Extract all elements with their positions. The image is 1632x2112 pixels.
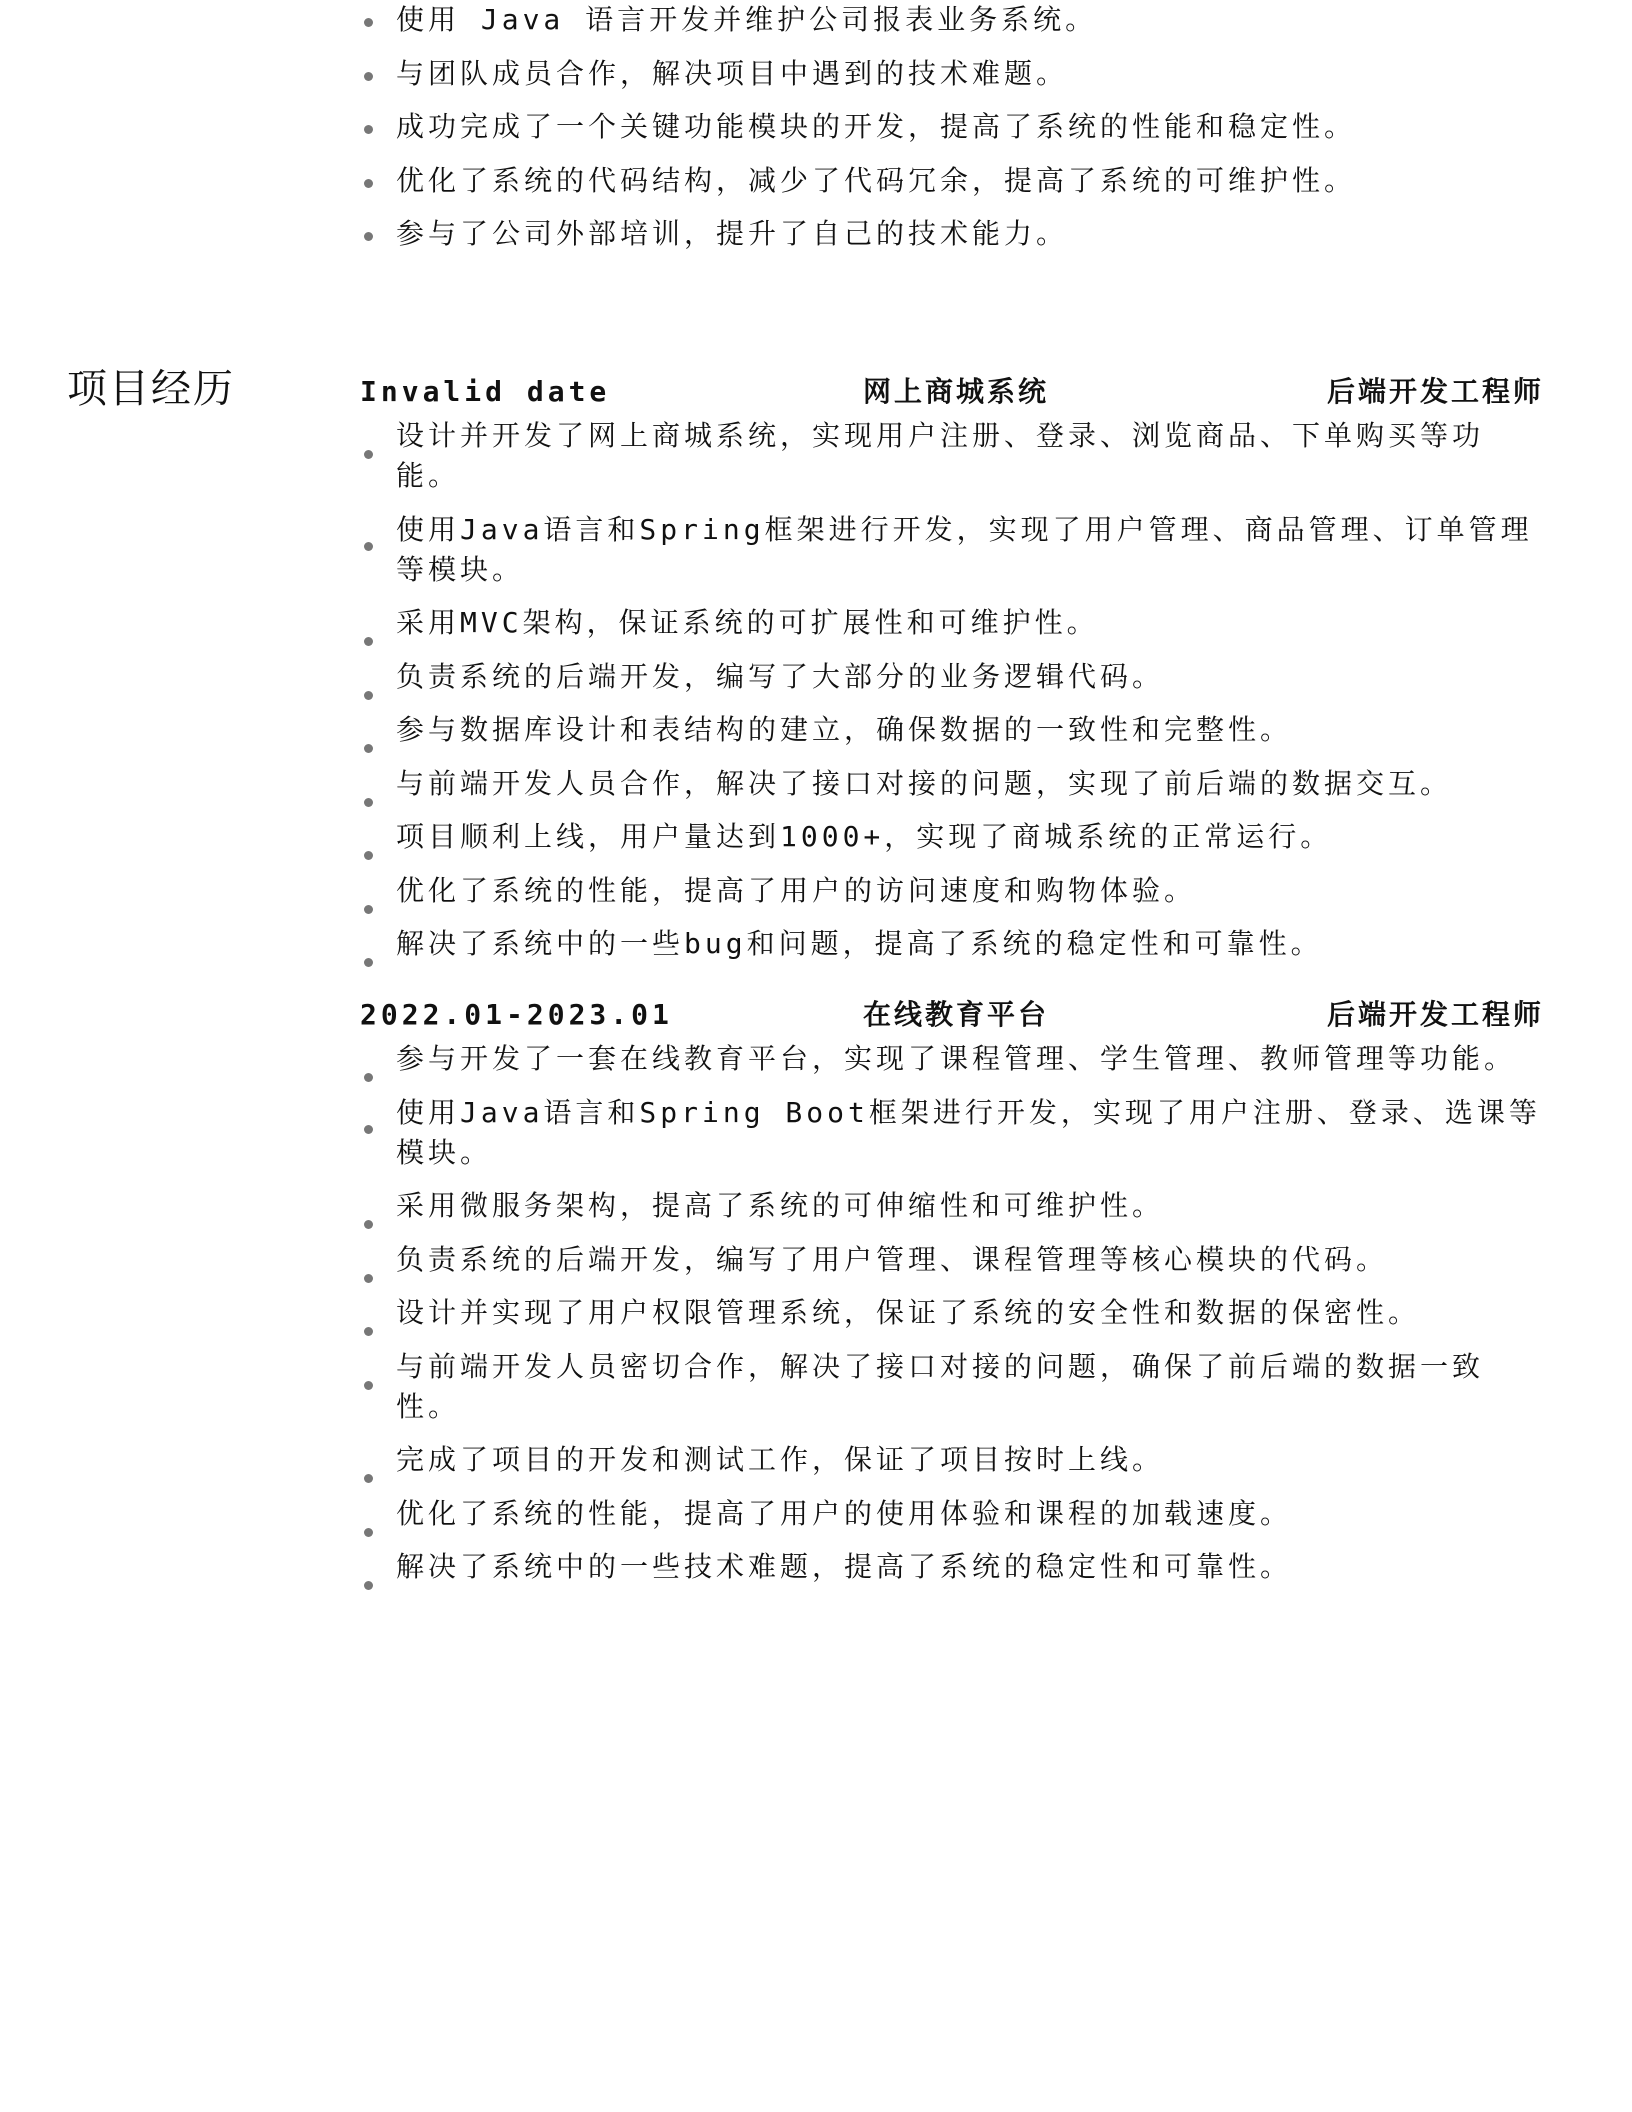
project-header <box>356 370 1556 414</box>
list-item: 使用 Java 语言开发并维护公司报表业务系统。 <box>356 0 1556 40</box>
project-entry <box>356 370 1556 978</box>
section-title-projects: 项目经历 <box>67 366 235 412</box>
list-item: 使用Java语言和Spring框架进行开发，实现了用户管理、商品管理、订单管理等模块。 <box>356 510 1556 590</box>
list-item: 采用MVC架构，保证系统的可扩展性和可维护性。 <box>356 603 1556 643</box>
list-item: 设计并实现了用户权限管理系统，保证了系统的安全性和数据的保密性。 <box>356 1293 1556 1333</box>
list-item: 成功完成了一个关键功能模块的开发，提高了系统的性能和稳定性。 <box>356 107 1556 147</box>
project-role: 后端开发工程师 <box>1326 998 1544 1031</box>
list-item: 解决了系统中的一些bug和问题，提高了系统的稳定性和可靠性。 <box>356 924 1556 964</box>
project-name: 网上商城系统 <box>862 375 1049 408</box>
project-bullets <box>356 1039 1556 1587</box>
list-item: 使用Java语言和Spring Boot框架进行开发，实现了用户注册、登录、选课等模块。 <box>356 1093 1556 1173</box>
list-item: 与前端开发人员密切合作，解决了接口对接的问题，确保了前后端的数据一致性。 <box>356 1347 1556 1427</box>
list-item: 负责系统的后端开发，编写了用户管理、课程管理等核心模块的代码。 <box>356 1240 1556 1280</box>
list-item: 设计并开发了网上商城系统，实现用户注册、登录、浏览商品、下单购买等功能。 <box>356 416 1556 496</box>
list-item: 与团队成员合作，解决项目中遇到的技术难题。 <box>356 54 1556 94</box>
list-item: 参与了公司外部培训，提升了自己的技术能力。 <box>356 214 1556 254</box>
project-header <box>356 993 1556 1037</box>
project-bullets <box>356 416 1556 964</box>
list-item: 参与数据库设计和表结构的建立，确保数据的一致性和完整性。 <box>356 710 1556 750</box>
list-item: 优化了系统的性能，提高了用户的访问速度和购物体验。 <box>356 871 1556 911</box>
list-item: 参与开发了一套在线教育平台，实现了课程管理、学生管理、教师管理等功能。 <box>356 1039 1556 1079</box>
list-item: 负责系统的后端开发，编写了大部分的业务逻辑代码。 <box>356 657 1556 697</box>
list-item: 与前端开发人员合作，解决了接口对接的问题，实现了前后端的数据交互。 <box>356 764 1556 804</box>
work-experience-bullets <box>356 0 1556 268</box>
project-date: Invalid date <box>360 375 611 408</box>
project-entry <box>356 993 1556 1601</box>
list-item: 采用微服务架构，提高了系统的可伸缩性和可维护性。 <box>356 1186 1556 1226</box>
project-role: 后端开发工程师 <box>1326 375 1544 408</box>
list-item: 解决了系统中的一些技术难题，提高了系统的稳定性和可靠性。 <box>356 1547 1556 1587</box>
list-item: 项目顺利上线，用户量达到1000+，实现了商城系统的正常运行。 <box>356 817 1556 857</box>
list-item: 优化了系统的性能，提高了用户的使用体验和课程的加载速度。 <box>356 1494 1556 1534</box>
project-date: 2022.01-2023.01 <box>360 998 673 1031</box>
list-item: 优化了系统的代码结构，减少了代码冗余，提高了系统的可维护性。 <box>356 161 1556 201</box>
project-name: 在线教育平台 <box>862 998 1049 1031</box>
list-item: 完成了项目的开发和测试工作，保证了项目按时上线。 <box>356 1440 1556 1480</box>
